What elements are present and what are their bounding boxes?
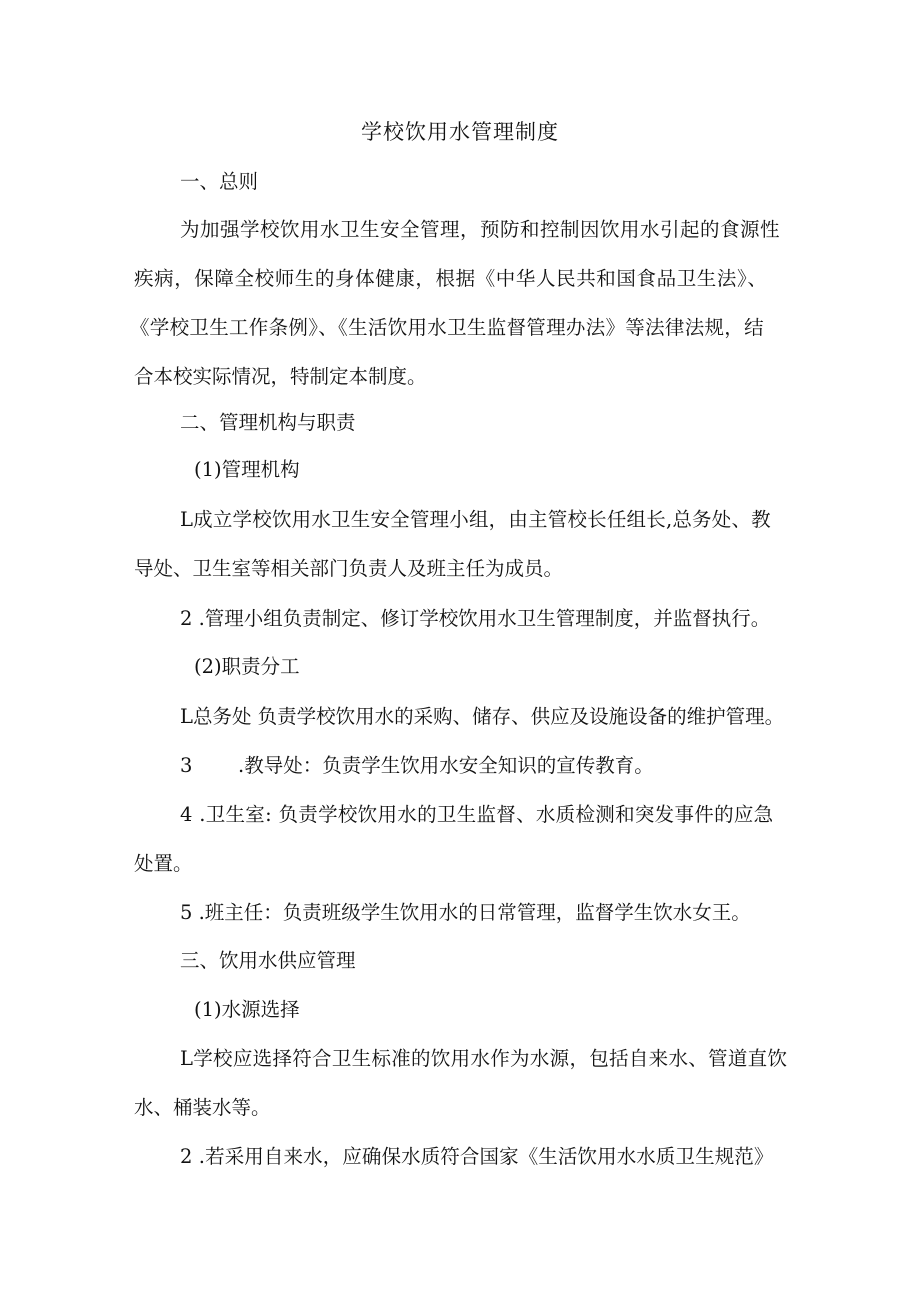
paragraph-line: 水、桶装水等。 [134, 1096, 271, 1119]
list-item: 5 .班主任：负责班级学生饮用水的日常管理，监督学生饮水女王。 [180, 901, 751, 924]
list-item: 2 .管理小组负责制定、修订学校饮用水卫生管理制度，并监督执行。 [180, 607, 771, 630]
paragraph-line: 《学校卫生工作条例》、《生活饮用水卫生监督管理办法》等法律法规，结 [130, 316, 764, 339]
paragraph-line: 处置。 [134, 852, 193, 875]
subsection-heading: (1)水源选择 [194, 998, 300, 1021]
subsection-heading: (1)管理机构 [194, 458, 300, 481]
subsection-heading: (2)职责分工 [194, 655, 300, 678]
list-item: .教导处：负责学生饮用水安全知识的宣传教育。 [238, 754, 654, 777]
paragraph-line: L成立学校饮用水卫生安全管理小组，由主管校长任组长,总务处、教 [180, 508, 771, 531]
list-item: 4 .卫生室: 负责学校饮用水的卫生监督、水质检测和突发事件的应急 [180, 803, 774, 826]
list-item: L总务处 负责学校饮用水的采购、储存、供应及设施设备的维护管理。 [180, 705, 785, 728]
paragraph-line: 合本校实际情况，特制定本制度。 [134, 365, 427, 388]
paragraph-line: 疾病，保障全校师生的身体健康，根据《中华人民共和国食品卫生法》、 [134, 267, 768, 290]
list-item-number: 3 [180, 754, 193, 777]
document-title: 学校饮用水管理制度 [361, 120, 559, 144]
section-heading-2: 二、管理机构与职责 [180, 411, 356, 434]
paragraph-line: 为加强学校饮用水卫生安全管理，预防和控制因饮用水引起的食源性 [180, 218, 781, 241]
paragraph-line: 导处、卫生室等相关部门负责人及班主任为成员。 [134, 557, 564, 580]
section-heading-1: 一、总则 [180, 170, 259, 193]
paragraph-line: L学校应选择符合卫生标准的饮用水作为水源，包括自来水、管道直饮 [180, 1047, 788, 1070]
section-heading-3: 三、饮用水供应管理 [180, 949, 356, 972]
list-item: 2 .若采用自来水，应确保水质符合国家《生活饮用水水质卫生规范》 [180, 1145, 774, 1168]
